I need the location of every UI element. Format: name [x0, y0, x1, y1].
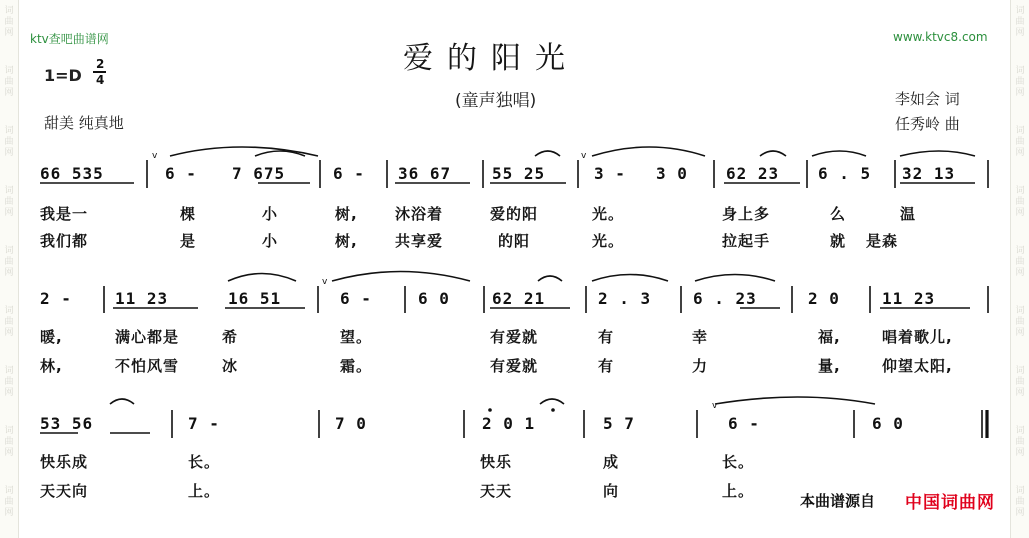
note-group: 7 - — [188, 414, 220, 433]
lyric: 就 — [830, 232, 847, 250]
site-link-right[interactable]: www.ktvc8.com — [893, 30, 988, 44]
lyric: 有爱就 — [490, 328, 539, 346]
watermark: 词曲网 — [1015, 306, 1025, 338]
note-group: 3 - — [594, 164, 626, 183]
source-label: 本曲谱源自 — [800, 492, 876, 510]
note-group: 6 - — [333, 164, 365, 183]
lyric: 望。 — [340, 328, 373, 346]
time-signature-bottom: 4 — [96, 73, 105, 87]
lyric: 成 — [603, 453, 620, 471]
song-title: 爱的阳光 — [403, 41, 579, 76]
lyric: 量, — [818, 357, 841, 375]
watermark: 词曲网 — [4, 426, 14, 458]
note-group: 2 0 — [808, 289, 840, 308]
note-group: 62 23 — [726, 164, 780, 183]
lyric: 棵 — [180, 205, 197, 223]
lyric: 我是一 — [40, 205, 89, 223]
watermark: 词曲网 — [4, 126, 14, 158]
lyric: 爱的阳 — [490, 205, 539, 223]
watermark: 词曲网 — [4, 486, 14, 518]
note-group: 6 . 5 — [818, 164, 872, 183]
lyric: 树, — [335, 232, 358, 250]
lyric: 唱着歌儿, — [882, 328, 953, 346]
watermark: 词曲网 — [1015, 126, 1025, 158]
note-group: 7 0 — [335, 414, 367, 433]
note-group: 32 13 — [902, 164, 956, 183]
note-group: 55 25 — [492, 164, 546, 183]
lyric: 暖, — [40, 328, 63, 346]
composer-credit: 任秀岭 曲 — [895, 115, 960, 133]
lyric: 长。 — [722, 453, 755, 471]
watermark: 词曲网 — [4, 306, 14, 338]
lyric: 的阳 — [498, 232, 531, 250]
watermark: 词曲网 — [1015, 246, 1025, 278]
watermark: 词曲网 — [1015, 426, 1025, 458]
lyric: 林, — [40, 357, 63, 375]
lyric: 小 — [262, 205, 279, 223]
note-group: 6 0 — [418, 289, 450, 308]
lyric: 福, — [818, 328, 841, 346]
watermark: 词曲网 — [4, 246, 14, 278]
watermark: 词曲网 — [1015, 486, 1025, 518]
note-group: 53 56 — [40, 414, 94, 433]
lyric: 长。 — [188, 453, 221, 471]
lyric: 光。 — [592, 232, 625, 250]
lyric: 小 — [262, 232, 279, 250]
note-group: 16 51 — [228, 289, 282, 308]
lyric: 快乐成 — [40, 453, 89, 471]
site-link-left[interactable]: ktv查吧曲谱网 — [30, 32, 109, 46]
lyric: 拉起手 — [722, 232, 771, 250]
watermark: 词曲网 — [4, 6, 14, 38]
lyricist-credit: 李如会 词 — [895, 90, 960, 108]
lyric: 是森 — [866, 232, 899, 250]
watermark: 词曲网 — [4, 366, 14, 398]
note-group: 2 . 3 — [598, 289, 652, 308]
watermark: 词曲网 — [4, 186, 14, 218]
lyric: 有 — [598, 328, 615, 346]
lyric: 树, — [335, 205, 358, 223]
note-group: 2 - — [40, 289, 72, 308]
lyric: 快乐 — [480, 453, 513, 471]
note-group: 66 535 — [40, 164, 104, 183]
note-group: 36 67 — [398, 164, 452, 183]
lyric: 霜。 — [340, 357, 373, 375]
note-group: 6 0 — [872, 414, 904, 433]
note-group: 2 0 1 — [482, 414, 536, 433]
note-group: 6 - — [340, 289, 372, 308]
lyric: 冰 — [222, 357, 239, 375]
note-group: 62 21 — [492, 289, 546, 308]
svg-text:v: v — [322, 277, 328, 287]
svg-text:v: v — [152, 151, 158, 161]
time-signature-top: 2 — [96, 57, 105, 71]
note-group: 3 0 — [656, 164, 688, 183]
lyric: 天天向 — [40, 482, 89, 500]
lyric: 希 — [222, 328, 239, 346]
lyric: 仰望太阳, — [882, 357, 953, 375]
lyric: 共享爱 — [395, 232, 444, 250]
watermark: 词曲网 — [4, 66, 14, 98]
lyric: 力 — [692, 357, 709, 375]
svg-text:v: v — [581, 151, 587, 161]
performance-style: 甜美 纯真地 — [44, 114, 124, 132]
lyric: 我们都 — [40, 232, 89, 250]
note-group: 11 23 — [115, 289, 169, 308]
song-subtitle: (童声独唱) — [455, 91, 537, 111]
svg-text:v: v — [712, 401, 718, 411]
watermark: 词曲网 — [1015, 186, 1025, 218]
lyric: 天天 — [480, 482, 513, 500]
lyric: 不怕风雪 — [115, 357, 180, 375]
watermark: 词曲网 — [1015, 66, 1025, 98]
lyric: 上。 — [722, 482, 755, 500]
lyric: 么 — [830, 205, 847, 223]
lyric: 光。 — [592, 205, 625, 223]
note-group: 5 7 — [603, 414, 635, 433]
lyric: 是 — [180, 232, 197, 250]
note-group: 7 675 — [232, 164, 286, 183]
key-signature: 1=D — [44, 66, 82, 85]
note-group: 6 . 23 — [693, 289, 757, 308]
lyric: 幸 — [692, 328, 709, 346]
note-group: 6 - — [728, 414, 760, 433]
lyric: 向 — [603, 482, 620, 500]
lyric: 有爱就 — [490, 357, 539, 375]
lyric: 有 — [598, 357, 615, 375]
lyric: 上。 — [188, 482, 221, 500]
note-group: 6 - — [165, 164, 197, 183]
note-group: 11 23 — [882, 289, 936, 308]
lyric: 温 — [900, 205, 917, 223]
lyric: 身上多 — [722, 205, 771, 223]
watermark: 词曲网 — [1015, 6, 1025, 38]
lyric: 满心都是 — [115, 328, 180, 346]
source-site-link[interactable]: 中国词曲网 — [905, 493, 995, 513]
watermark: 词曲网 — [1015, 366, 1025, 398]
lyric: 沐浴着 — [395, 205, 444, 223]
